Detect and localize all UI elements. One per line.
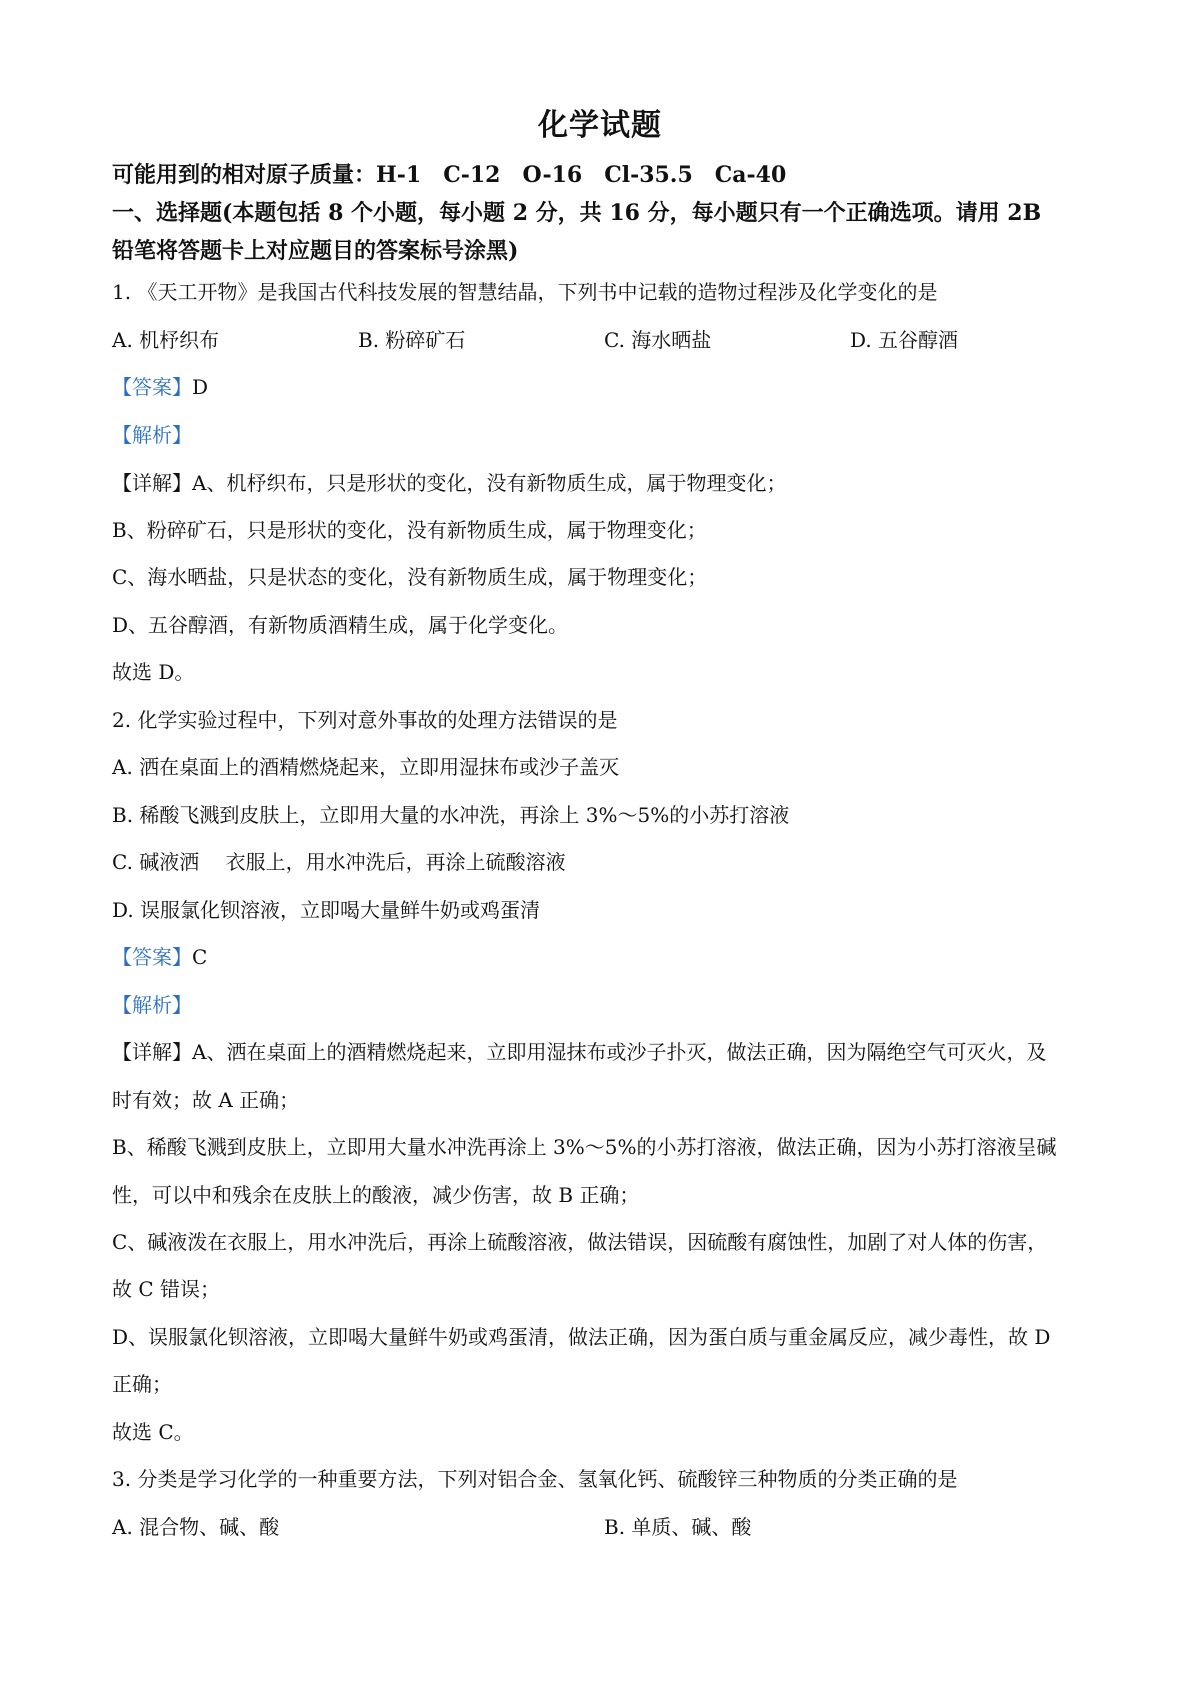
question-2-detail-line: 性，可以中和残余在皮肤上的酸液，减少伤害，故 B 正确； [112, 1183, 640, 1207]
question-2-detail-line: C、碱液泼在衣服上，用水冲洗后，再涂上硫酸溶液，做法错误，因硫酸有腐蚀性，加剧了对人体的伤害， [112, 1230, 1048, 1254]
question-2-conclusion: 故选 C。 [112, 1420, 194, 1444]
question-1-option-a: A. 机杼织布 [112, 328, 220, 352]
question-1-conclusion: 故选 D。 [112, 660, 195, 684]
question-1-option-b: B. 粉碎矿石 [358, 328, 466, 352]
question-2-detail-line: 时有效；故 A 正确； [112, 1088, 300, 1112]
question-3-option-b: B. 单质、碱、酸 [604, 1515, 752, 1539]
page-title: 化学试题 [538, 108, 662, 143]
atomic-mass-line: 可能用到的相对原子质量：H-1 C-12 O-16 Cl-35.5 Ca-40 [112, 162, 787, 188]
question-1-stem: 1. 《天工开物》是我国古代科技发展的智慧结晶，下列书中记载的造物过程涉及化学变化的是 [112, 280, 938, 304]
answer-value: C [192, 945, 208, 969]
question-3-option-a: A. 混合物、碱、酸 [112, 1515, 280, 1539]
question-1-answer [112, 372, 208, 402]
question-1-detail-line: D、五谷醇酒，有新物质酒精生成，属于化学变化。 [112, 613, 569, 637]
answer-tag: 【答案】 [112, 945, 192, 969]
question-2-detail-line: D、误服氯化钡溶液，立即喝大量鲜牛奶或鸡蛋清，做法正确，因为蛋白质与重金属反应，减少毒性，故 D [112, 1325, 1051, 1349]
question-2-answer [112, 942, 207, 972]
question-3-stem: 3. 分类是学习化学的一种重要方法，下列对铝合金、氢氧化钙、硫酸锌三种物质的分类正确的是 [112, 1467, 958, 1491]
question-2-option-c: C. 碱液洒 衣服上，用水冲洗后，再涂上硫酸溶液 [112, 850, 566, 874]
question-2-stem: 2. 化学实验过程中，下列对意外事故的处理方法错误的是 [112, 708, 618, 732]
answer-tag: 【答案】 [112, 375, 192, 399]
question-2-option-d: D. 误服氯化钡溶液，立即喝大量鲜牛奶或鸡蛋清 [112, 898, 541, 922]
section-heading-line-1: 一、选择题(本题包括 8 个小题，每小题 2 分，共 16 分，每小题只有一个正确选项。请用 2B [112, 200, 1042, 226]
question-2-option-b: B. 稀酸飞溅到皮肤上，立即用大量的水冲洗，再涂上 3%～5%的小苏打溶液 [112, 803, 790, 827]
question-2-detail-line: 【详解】A、洒在桌面上的酒精燃烧起来，立即用湿抹布或沙子扑灭，做法正确，因为隔绝空气可灭火，及 [112, 1040, 1047, 1064]
question-2-detail-line: 正确； [112, 1372, 172, 1396]
answer-value: D [192, 375, 209, 399]
question-1-detail-line: B、粉碎矿石，只是形状的变化，没有新物质生成，属于物理变化； [112, 518, 707, 542]
question-2-detail-line: 故 C 错误； [112, 1277, 221, 1301]
question-1-option-c: C. 海水晒盐 [604, 328, 712, 352]
question-2-detail-line: B、稀酸飞溅到皮肤上，立即用大量水冲洗再涂上 3%～5%的小苏打溶液，做法正确，因为小苏打溶液呈碱 [112, 1135, 1057, 1159]
question-2-option-a: A. 洒在桌面上的酒精燃烧起来，立即用湿抹布或沙子盖灭 [112, 755, 620, 779]
question-2-analysis-tag: 【解析】 [112, 993, 192, 1017]
question-1-detail-line: 【详解】A、机杼织布，只是形状的变化，没有新物质生成，属于物理变化； [112, 471, 787, 495]
question-1-detail-line: C、海水晒盐，只是状态的变化，没有新物质生成，属于物理变化； [112, 565, 708, 589]
section-heading-line-2: 铅笔将答题卡上对应题目的答案标号涂黑) [112, 238, 519, 264]
question-1-analysis-tag: 【解析】 [112, 423, 192, 447]
question-1-option-d: D. 五谷醇酒 [850, 328, 959, 352]
